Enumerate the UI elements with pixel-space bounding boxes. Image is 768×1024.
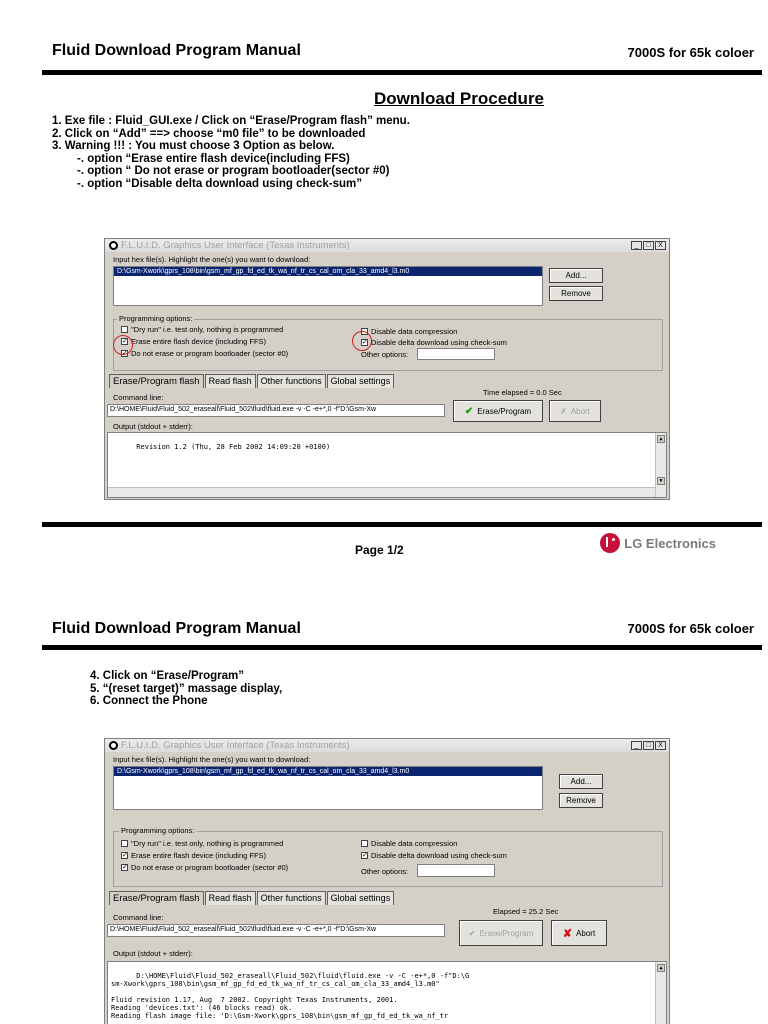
window-titlebar [105, 739, 669, 752]
option-disable-delta[interactable] [361, 851, 507, 860]
main-tabs [109, 891, 395, 905]
window-controls [631, 741, 669, 750]
other-options-input[interactable] [417, 348, 495, 360]
abort-button-label: Abort [570, 406, 590, 416]
hex-file-item[interactable]: D:\Gsm-Xwork\gprs_108\bin\gsm_mf_gp_fd_ed_tk_wa_nf_tr_cs_cal_om_cla_33_amd4_l3.m0 [114, 267, 542, 276]
lg-brand-text: LG Electronics [624, 535, 716, 551]
add-button[interactable]: Add... [549, 268, 603, 283]
substep-erase-entire: -. option “Erase entire flash device(including FFS) [77, 152, 350, 165]
option-erase-entire[interactable] [121, 851, 266, 860]
remove-button[interactable]: Remove [549, 286, 603, 301]
tab-other-functions[interactable]: Other functions [257, 374, 326, 388]
tab-global-settings[interactable]: Global settings [327, 891, 395, 905]
fluid-window-1 [104, 238, 670, 500]
highlight-circle [352, 331, 372, 351]
fluid-window-2 [104, 738, 670, 1024]
page-header-model: 7000S for 65k coloer [627, 45, 754, 60]
no-bootloader-checkbox[interactable]: ✓ [122, 864, 128, 871]
app-icon [109, 741, 118, 750]
hex-file-item[interactable]: D:\Gsm-Xwork\gprs_108\bin\gsm_mf_gp_fd_ed_tk_wa_nf_tr_cs_cal_om_cla_33_amd4_l3.m0 [114, 767, 542, 776]
header-rule [42, 70, 762, 75]
dry-run-label: "Dry run" i.e. test only, nothing is programmed [131, 839, 284, 848]
x-icon: ✗ [560, 406, 567, 416]
step-3: 3. Warning !!! : You must choose 3 Option as below. [52, 140, 335, 152]
no-bootloader-label: Do not erase or program bootloader (sector #0) [131, 863, 289, 872]
tab-read-flash[interactable]: Read flash [205, 891, 256, 905]
erase-program-button[interactable] [459, 920, 543, 946]
option-no-bootloader[interactable] [121, 863, 288, 872]
main-tabs [109, 374, 395, 388]
option-disable-compression[interactable] [361, 839, 457, 848]
erase-program-button[interactable] [453, 400, 543, 422]
output-text: D:\HOME\Fluid\Fluid_502_eraseall\Fluid_502\fluid\fluid.exe -v -C -e+*,0 -f"D:\G sm-Xwork\gprs_108\bin\gsm_mf_gp_fd_ed_tk_wa_nf_tr_cs_cal_om_cla_33_amd4_l3.m0" Fluid revision 1.17, Aug 7 2002. Copyright Texas Instruments, 2001. Reading 'devices.txt': (46 blocks read) ok. Reading flash image file: 'D:\Gsm-Xwork\gprs_108\bin\gsm_mf_gp_fd_ed_tk_wa_nf_tr [111, 972, 470, 1020]
time-elapsed: Time elapsed = 0.0 Sec [483, 388, 562, 397]
scroll-up-arrow-icon[interactable]: ▲ [657, 964, 665, 972]
dry-run-label: "Dry run" i.e. test only, nothing is programmed [131, 325, 284, 334]
abort-button-label: Abort [576, 928, 596, 938]
tab-other-functions[interactable]: Other functions [257, 891, 326, 905]
option-disable-delta[interactable] [361, 338, 507, 347]
minimize-button[interactable]: _ [631, 741, 642, 750]
substep-disable-delta: -. option “Disable delta download using check-sum” [77, 177, 362, 190]
lg-logo-icon [600, 533, 620, 553]
window-title: F.L.U.I.D. Graphics User Interface (Texas Instruments) [121, 740, 350, 751]
no-bootloader-checkbox[interactable]: ✓ [122, 350, 128, 357]
tab-erase-program[interactable]: Erase/Program flash [109, 374, 204, 388]
check-icon: ✔ [464, 405, 474, 417]
window-controls [631, 241, 669, 250]
programming-options-label: Programming options: [119, 314, 193, 323]
page-header-title: Fluid Download Program Manual [52, 42, 301, 59]
horizontal-scrollbar[interactable] [108, 487, 655, 497]
maximize-button[interactable]: □ [643, 741, 654, 750]
other-options-label: Other options: [361, 867, 409, 876]
no-bootloader-label: Do not erase or program bootloader (sector #0) [131, 349, 289, 358]
command-line-label: Command line: [113, 913, 164, 922]
option-no-bootloader[interactable] [121, 349, 288, 358]
tab-global-settings[interactable]: Global settings [327, 374, 395, 388]
input-hex-label: Input hex file(s). Highlight the one(s) you want to download: [113, 255, 311, 264]
close-button[interactable]: X [655, 241, 666, 250]
remove-button[interactable]: Remove [559, 793, 603, 808]
add-button[interactable]: Add... [559, 774, 603, 789]
erase-program-button-label: Erase/Program [477, 406, 532, 416]
dry-run-checkbox[interactable] [121, 840, 128, 847]
erase-entire-checkbox[interactable]: ✓ [122, 852, 128, 859]
time-elapsed: Elapsed = 25.2 Sec [493, 907, 559, 916]
page-header-title: Fluid Download Program Manual [52, 620, 301, 637]
option-disable-compression[interactable] [361, 327, 457, 336]
disable-delta-label: Disable delta download using check-sum [371, 851, 507, 860]
scroll-up-arrow-icon[interactable]: ▲ [657, 435, 665, 443]
command-line-input[interactable]: D:\HOME\Fluid\Fluid_502_eraseall\Fluid_502\fluid\fluid.exe -v -C -e+*,0 -f"D:\Gsm-Xw [107, 404, 445, 417]
input-hex-label: Input hex file(s). Highlight the one(s) you want to download: [113, 755, 311, 764]
erase-entire-label: Erase entire flash device (including FFS) [131, 337, 267, 346]
disable-compression-label: Disable data compression [371, 839, 458, 848]
procedure-steps [52, 115, 410, 190]
abort-button[interactable] [549, 400, 601, 422]
other-options-label: Other options: [361, 350, 409, 359]
disable-delta-label: Disable delta download using check-sum [371, 338, 507, 347]
disable-delta-checkbox[interactable]: ✓ [362, 339, 368, 346]
abort-button[interactable] [551, 920, 607, 946]
dry-run-checkbox[interactable] [121, 326, 128, 333]
disable-delta-checkbox[interactable]: ✓ [362, 852, 368, 859]
x-icon: ✘ [562, 927, 573, 940]
window-title: F.L.U.I.D. Graphics User Interface (Texas Instruments) [121, 240, 350, 251]
header-rule [42, 645, 762, 650]
check-icon: ✔ [468, 928, 476, 938]
disable-compression-label: Disable data compression [371, 327, 458, 336]
substep-no-bootloader: -. option “ Do not erase or program bootloader(sector #0) [77, 165, 390, 177]
other-options-input[interactable] [417, 864, 495, 877]
tab-erase-program[interactable]: Erase/Program flash [109, 891, 204, 905]
disable-compression-checkbox[interactable] [361, 840, 368, 847]
output-console[interactable] [107, 432, 667, 498]
scroll-down-arrow-icon[interactable]: ▼ [657, 477, 665, 485]
option-dry-run[interactable] [121, 325, 283, 334]
command-line-input[interactable]: D:\HOME\Fluid\Fluid_502_eraseall\Fluid_502\fluid\fluid.exe -v -C -e+*,0 -f"D:\Gsm-Xw [107, 924, 445, 937]
maximize-button[interactable]: □ [643, 241, 654, 250]
vertical-scrollbar[interactable] [655, 962, 666, 1024]
option-erase-entire[interactable] [121, 337, 266, 346]
vertical-scrollbar[interactable] [655, 433, 666, 497]
footer-rule [42, 522, 762, 527]
output-label: Output (stdout + stderr): [113, 949, 193, 958]
hex-file-list[interactable] [113, 266, 543, 306]
tab-read-flash[interactable]: Read flash [205, 374, 256, 388]
step-1: 1. Exe file : Fluid_GUI.exe / Click on “Erase/Program flash” menu. [52, 115, 410, 127]
erase-program-button-label: Erase/Program [479, 928, 534, 938]
programming-options-label: Programming options: [121, 826, 195, 835]
close-button[interactable]: X [655, 741, 666, 750]
output-console[interactable] [107, 961, 667, 1024]
erase-entire-checkbox[interactable]: ✓ [122, 338, 128, 345]
output-text: Revision 1.2 (Thu, 28 Feb 2002 14:09:20 +0100) [136, 443, 331, 451]
erase-entire-label: Erase entire flash device (including FFS) [131, 851, 267, 860]
window-titlebar [105, 239, 669, 252]
app-icon [109, 241, 118, 250]
procedure-steps [90, 670, 282, 708]
procedure-title: Download Procedure [373, 89, 545, 108]
highlight-circle [113, 335, 133, 355]
step-4: 4. Click on “Erase/Program” [90, 670, 245, 682]
output-label: Output (stdout + stderr): [113, 422, 193, 431]
step-6: 6. Connect the Phone [90, 695, 208, 707]
option-dry-run[interactable] [121, 839, 283, 848]
lg-brand [600, 533, 716, 553]
page-number: Page 1/2 [355, 543, 404, 557]
page-header-model: 7000S for 65k coloer [627, 621, 754, 636]
manual-page-2 [0, 600, 768, 1024]
step-2: 2. Click on “Add” ==> choose “m0 file” to be downloaded [52, 127, 366, 140]
minimize-button[interactable]: _ [631, 241, 642, 250]
hex-file-list[interactable] [113, 766, 543, 810]
step-5: 5. “(reset target)” massage display, [90, 682, 283, 695]
command-line-label: Command line: [113, 393, 164, 402]
